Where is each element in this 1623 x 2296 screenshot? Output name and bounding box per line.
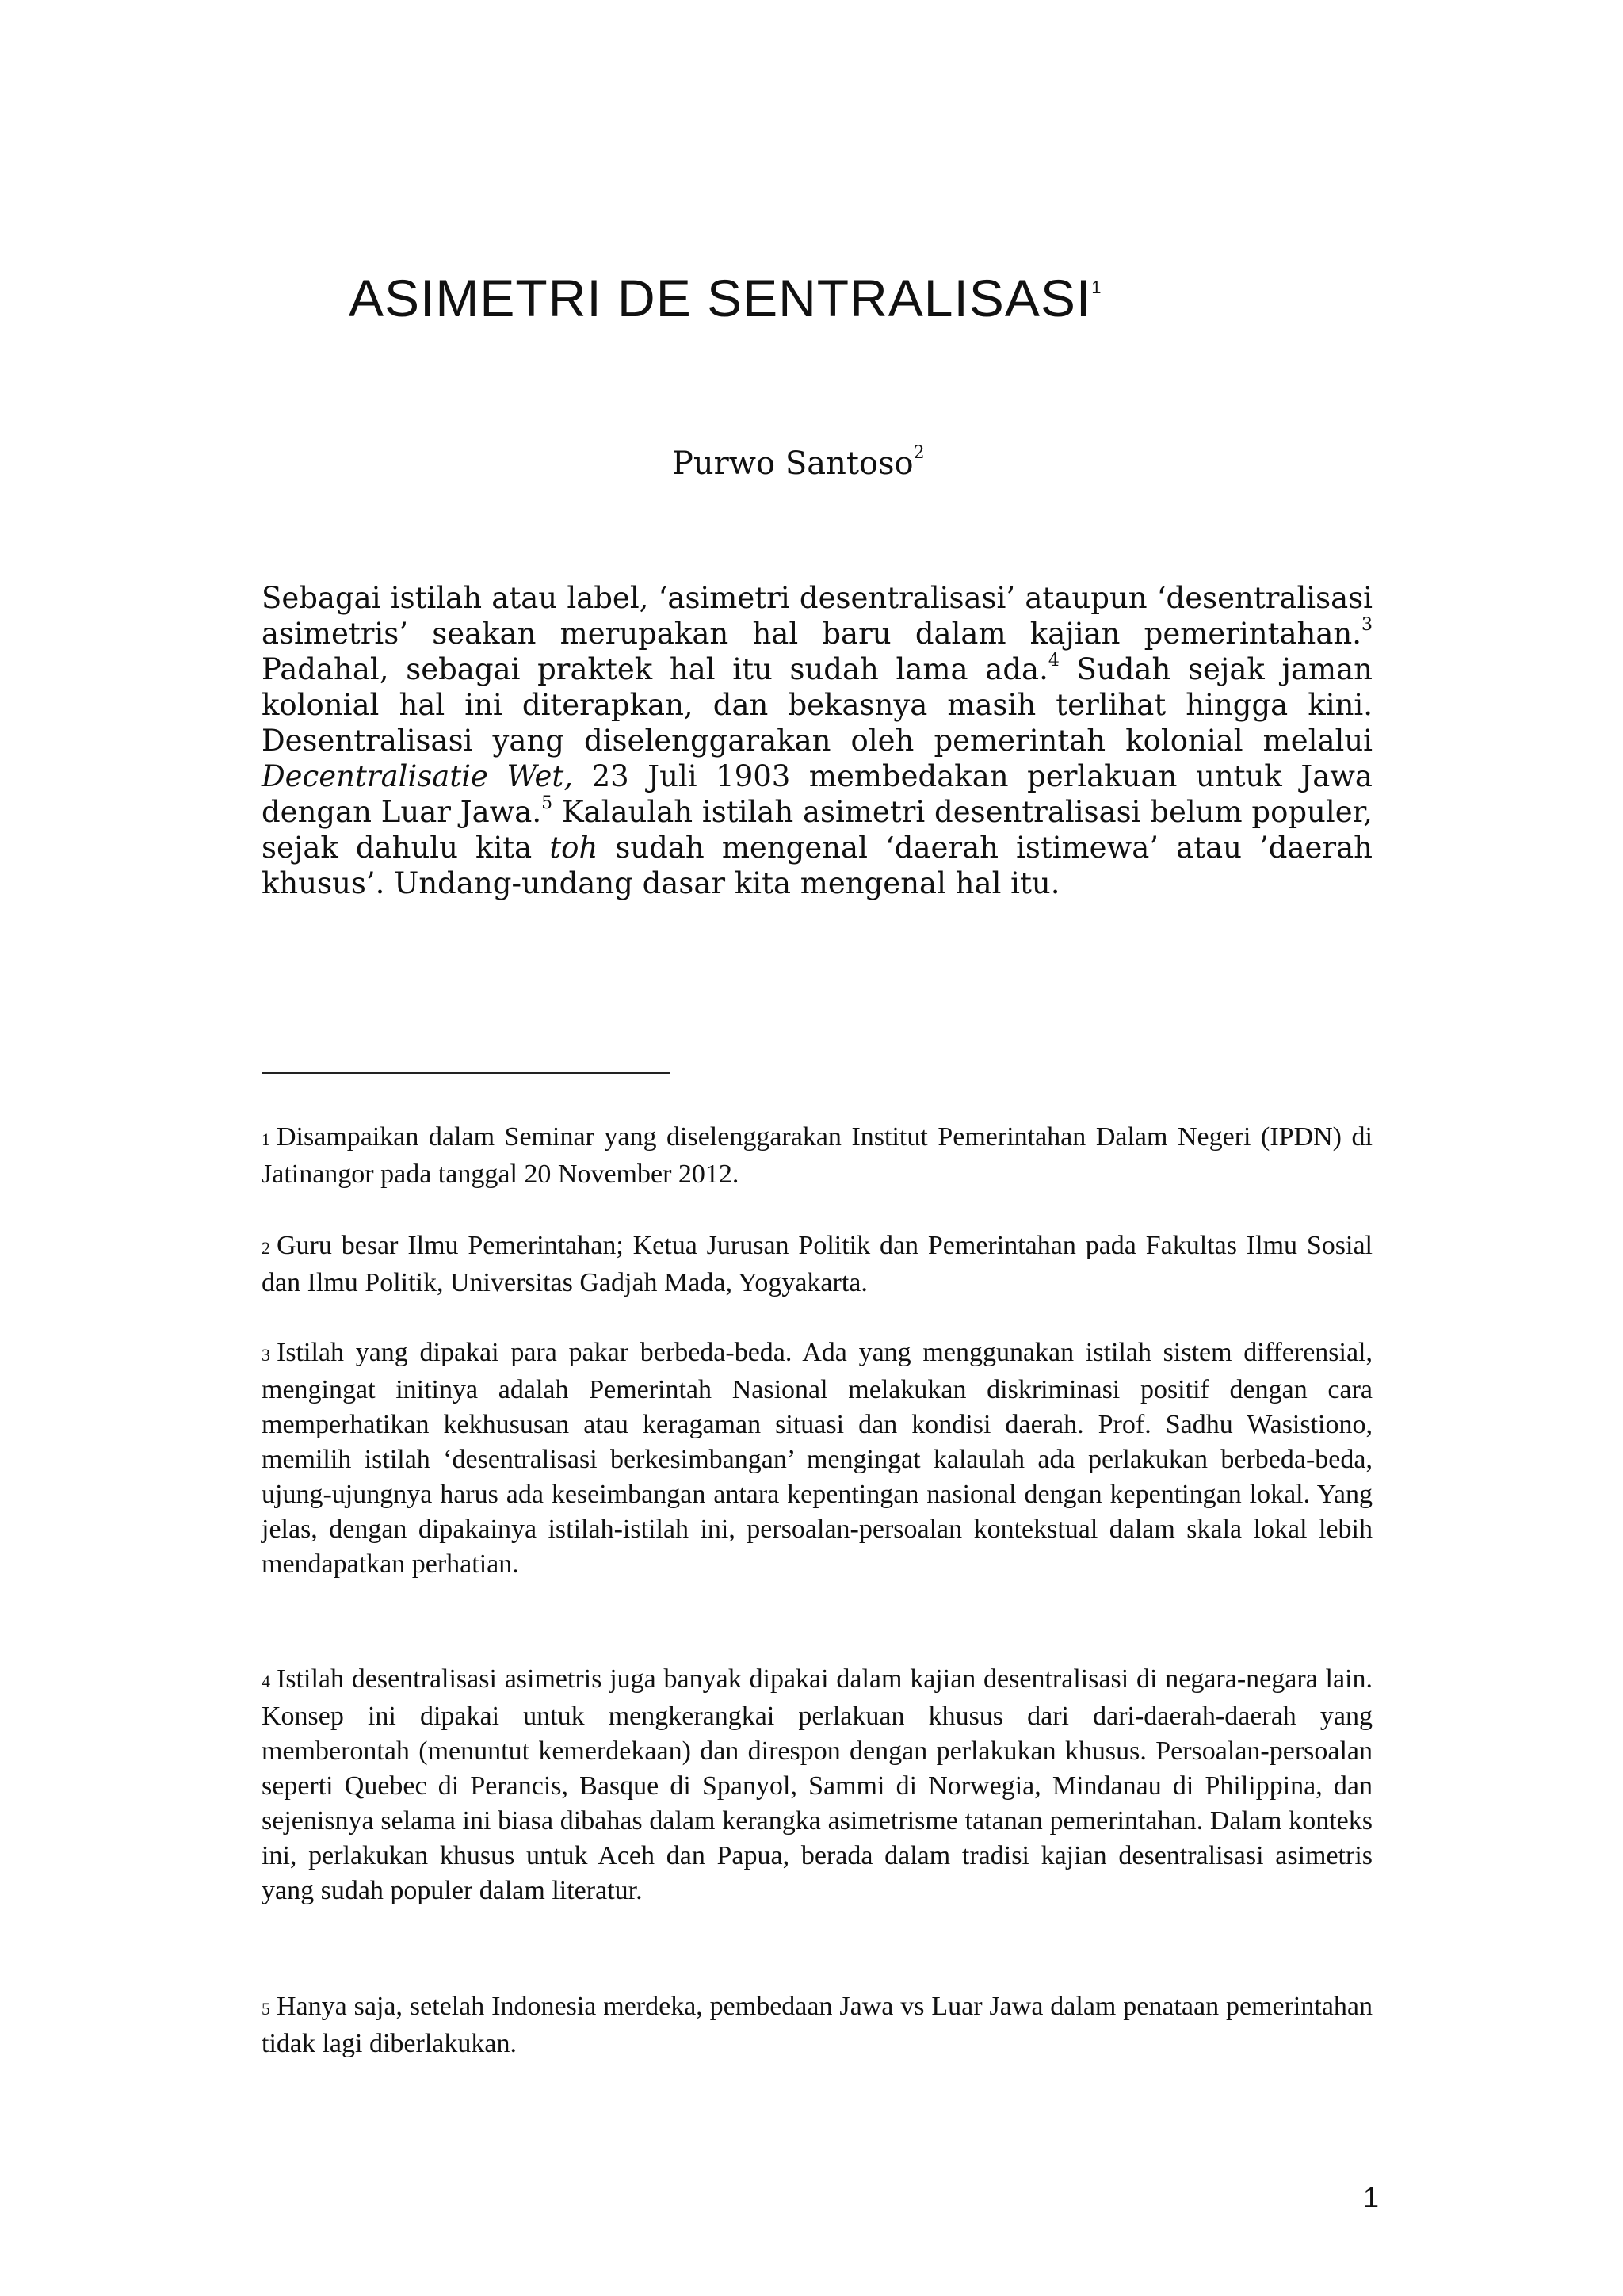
footnote-marker-4: 4 (1048, 650, 1060, 670)
document-title-text: ASIMETRI DE SENTRALISASI (349, 269, 1092, 327)
footnote-number: 5 (262, 1999, 270, 2019)
author-footnote-marker: 2 (913, 442, 925, 463)
footnote-text: Guru besar Ilmu Pemerintahan; Ketua Jurusan Politik dan Pemerintahan pada Fakultas Ilmu Sosial dan Ilmu Politik, Universitas Gadjah Mada, Yogyakarta. (262, 1231, 1373, 1297)
footnote-separator (262, 1072, 670, 1074)
paragraph-text-3: Sudah sejak jaman kolonial hal ini diterapkan, dan bekasnya masih terlihat hingga kini. Desentralisasi yang diselenggarakan oleh pemerintah kolonial melalui (262, 652, 1373, 758)
footnote-text: Hanya saja, setelah Indonesia merdeka, pembedaan Jawa vs Luar Jawa dalam penataan pemerintahan tidak lagi diberlakukan. (262, 1992, 1373, 2058)
body-paragraph (262, 580, 1373, 901)
paragraph-text-2: Padahal, sebagai praktek hal itu sudah lama ada. (262, 652, 1048, 686)
paragraph-text-4: 23 Juli 1903 membedakan perlakuan untuk Jawa dengan Luar Jawa. (262, 759, 1373, 829)
footnote-number: 3 (262, 1345, 270, 1365)
footnote-text: Istilah yang dipakai para pakar berbeda-beda. Ada yang menggunakan istilah sistem differensial, mengingat initinya adalah Pemerintah Nasional melakukan diskriminasi positif dengan cara memperhatikan kekhususan atau keragaman situasi dan kondisi daerah. Prof. Sadhu Wasistiono, memilih istilah ‘desentralisasi berkesimbangan’ mengingat kalaulah ada perlakukan berbeda-beda, ujung-ujungnya harus ada keseimbangan antara kepentingan nasional dengan kepentingan lokal. Yang jelas, dengan dipakainya istilah-istilah ini, persoalan-persoalan kontekstual dalam skala lokal lebih mendapatkan perhatian. (262, 1338, 1373, 1579)
footnote-marker-5: 5 (541, 793, 553, 813)
author-name-text: Purwo Santoso (672, 445, 914, 482)
title-footnote-marker: 1 (1091, 277, 1102, 297)
paragraph-italic-decentralisatie: Decentralisatie Wet, (262, 759, 574, 793)
paragraph-text-5: Kalaulah istilah asimetri desentralisasi belum populer, sejak dahulu kita (262, 795, 1373, 865)
footnote-2 (262, 1228, 1373, 1301)
footnote-text: Disampaikan dalam Seminar yang diselenggarakan Institut Pemerintahan Dalam Negeri (IPDN) di Jatinangor pada tanggal 20 November 2012. (262, 1122, 1373, 1189)
footnote-marker-3: 3 (1361, 614, 1373, 635)
footnote-3 (262, 1335, 1373, 1582)
document-title (349, 268, 1102, 328)
footnote-text: Istilah desentralisasi asimetris juga banyak dipakai dalam kajian desentralisasi di negara-negara lain. Konsep ini dipakai untuk mengkerangkai perlakuan khusus dari dari-daerah-daerah yang memberontah (menuntut kemerdekaan) dan direspon dengan perlakukan khusus. Persoalan-persoalan seperti Quebec di Perancis, Basque di Spanyol, Sammi di Norwegia, Mindanau di Philippina, dan sejenisnya selama ini biasa dibahas dalam kerangka asimetrisme tatanan pemerintahan. Dalam konteks ini, perlakukan khusus untuk Aceh dan Papua, berada dalam tradisi kajian desentralisasi asimetris yang sudah populer dalam literatur. (262, 1664, 1373, 1905)
page-number: 1 (1363, 2181, 1380, 2214)
paragraph-text-1: Sebagai istilah atau label, ‘asimetri desentralisasi’ ataupun ‘desentralisasi asimetris’ seakan merupakan hal baru dalam kajian pemerintahan. (262, 581, 1373, 651)
footnote-5 (262, 1989, 1373, 2061)
footnote-1 (262, 1120, 1373, 1192)
footnote-number: 4 (262, 1671, 270, 1691)
paragraph-italic-toh: toh (549, 831, 598, 865)
author-name (672, 442, 925, 482)
paragraph-text-6: sudah mengenal ‘daerah istimewa’ atau ’daerah khusus’. Undang-undang dasar kita mengenal hal itu. (262, 831, 1373, 900)
footnote-4 (262, 1662, 1373, 1908)
footnote-number: 2 (262, 1238, 270, 1258)
footnote-number: 1 (262, 1129, 270, 1149)
